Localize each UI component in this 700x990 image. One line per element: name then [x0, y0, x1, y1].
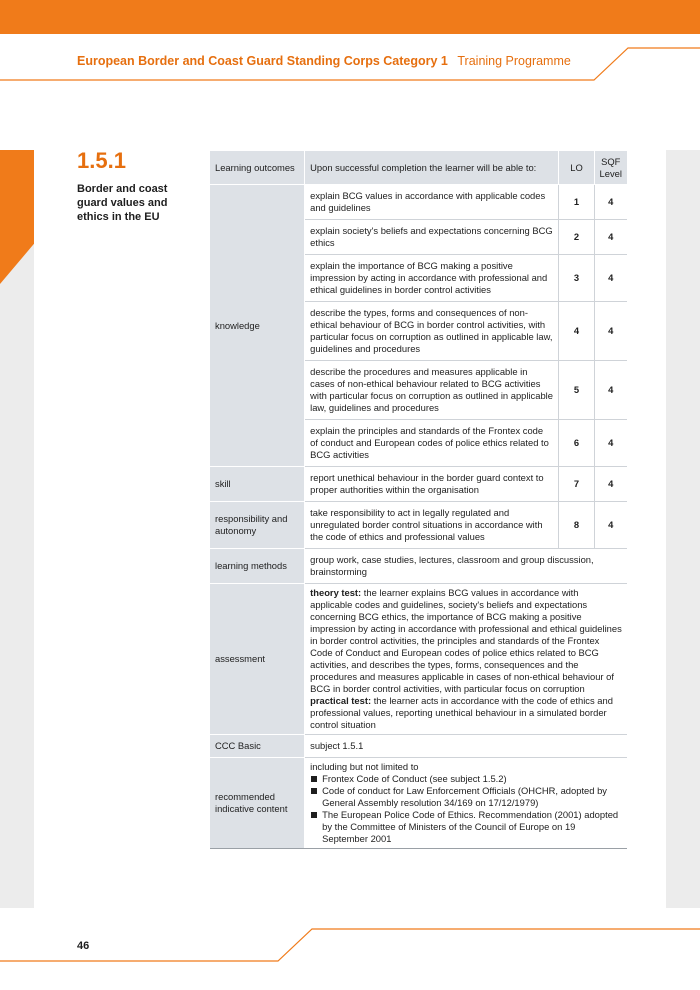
- header-sqf-level: SQF Level: [594, 151, 627, 185]
- list-item: Frontex Code of Conduct (see subject 1.5.2): [310, 773, 622, 785]
- outcome-text: explain BCG values in accordance with applicable codes and guidelines: [305, 185, 559, 220]
- lo-number: 6: [559, 420, 594, 467]
- list-item: The European Police Code of Ethics. Recommendation (2001) adopted by the Committee of Ministers of the Council of Europe on 19 September 2001: [310, 809, 622, 845]
- recommended-list: [310, 773, 622, 845]
- lo-number: 8: [559, 502, 594, 549]
- practical-test-text: the learner acts in accordance with the code of ethics and professional values, reporting unethical behaviour in a simulated border control situation: [310, 695, 613, 730]
- recommended-content: [305, 758, 627, 849]
- outcome-text: explain the principles and standards of the Frontex code of conduct and European codes of police ethics related to BCG activities: [305, 420, 559, 467]
- table-row: [210, 735, 627, 758]
- theory-test-text: the learner explains BCG values in accordance with applicable codes and guidelines, society's beliefs and expectations concerning BCG ethics, the importance of BCG making a positive impression by acting in accordance with professional and ethical guidelines in border control activities, the principles and standards of the Frontex Code of Conduct and European codes of police ethics related to BCG activities, and describes the types, forms, consequences and the procedures and measures applicable in cases of non-ethical behaviour of BCG in border control activities, with particular focus on corruption: [310, 587, 622, 694]
- header-description: Upon successful completion the learner will be able to:: [305, 151, 559, 185]
- sqf-level: 4: [594, 502, 627, 549]
- lo-number: 1: [559, 185, 594, 220]
- sqf-level: 4: [594, 255, 627, 302]
- table-row: [210, 467, 627, 502]
- section-title: Border and coast guard values and ethics in the EU: [77, 183, 168, 223]
- lo-number: 3: [559, 255, 594, 302]
- row-label-assessment: assessment: [210, 584, 305, 735]
- outcome-text: take responsibility to act in legally regulated and unregulated border control situations in accordance with the code of ethics and professional values: [305, 502, 559, 549]
- theory-test-label: theory test:: [310, 587, 362, 598]
- header-lo: LO: [559, 151, 594, 185]
- learning-outcomes-table: [210, 151, 627, 849]
- right-margin-band: [666, 150, 700, 908]
- practical-test-label: practical test:: [310, 695, 372, 706]
- lo-number: 5: [559, 361, 594, 420]
- outcome-text: describe the procedures and measures applicable in cases of non-ethical behaviour related to BCG activities with particular focus on corruption as outlined in applicable law, guidelines and procedures: [305, 361, 559, 420]
- header-learning-outcomes: Learning outcomes: [210, 151, 305, 185]
- row-label-ccc-basic: CCC Basic: [210, 735, 305, 758]
- outcome-text: explain the importance of BCG making a positive impression by acting in accordance with professional and ethical guidelines in border control activities: [305, 255, 559, 302]
- row-label-skill: skill: [210, 467, 305, 502]
- table-row: [210, 549, 627, 584]
- header-title-light: Training Programme: [457, 54, 571, 68]
- sqf-level: 4: [594, 361, 627, 420]
- lo-number: 4: [559, 302, 594, 361]
- list-item: Code of conduct for Law Enforcement Officials (OHCHR, adopted by General Assembly resolution 34/169 on 17/12/1979): [310, 785, 622, 809]
- outcome-text: explain society's beliefs and expectations concerning BCG ethics: [305, 220, 559, 255]
- outcome-text: report unethical behaviour in the border guard context to proper authorities within the organisation: [305, 467, 559, 502]
- section-number: 1.5.1: [77, 148, 126, 173]
- header-title-strong: European Border and Coast Guard Standing Corps Category 1: [77, 54, 448, 68]
- row-label-knowledge: knowledge: [210, 185, 305, 467]
- assessment-text: [305, 584, 627, 735]
- sqf-level: 4: [594, 185, 627, 220]
- table-row: [210, 584, 627, 735]
- outcome-text: describe the types, forms and consequences of non-ethical behaviour of BCG in border control activities, with particular focus on corruption as outlined in applicable law, guidelines and procedures: [305, 302, 559, 361]
- lo-number: 2: [559, 220, 594, 255]
- table-header-row: [210, 151, 627, 185]
- table-row: [210, 758, 627, 849]
- lo-number: 7: [559, 467, 594, 502]
- page-number: 46: [77, 940, 90, 952]
- row-label-learning-methods: learning methods: [210, 549, 305, 584]
- ccc-basic-text: subject 1.5.1: [305, 735, 627, 758]
- sqf-level: 4: [594, 467, 627, 502]
- table-row: [210, 185, 627, 220]
- learning-methods-text: group work, case studies, lectures, classroom and group discussion, brainstorming: [305, 549, 627, 584]
- sqf-level: 4: [594, 420, 627, 467]
- table-row: [210, 502, 627, 549]
- sqf-level: 4: [594, 220, 627, 255]
- sqf-level: 4: [594, 302, 627, 361]
- row-label-recommended-content: recommended indicative content: [210, 758, 305, 849]
- recommended-intro: including but not limited to: [310, 761, 419, 772]
- row-label-responsibility: responsibility and autonomy: [210, 502, 305, 549]
